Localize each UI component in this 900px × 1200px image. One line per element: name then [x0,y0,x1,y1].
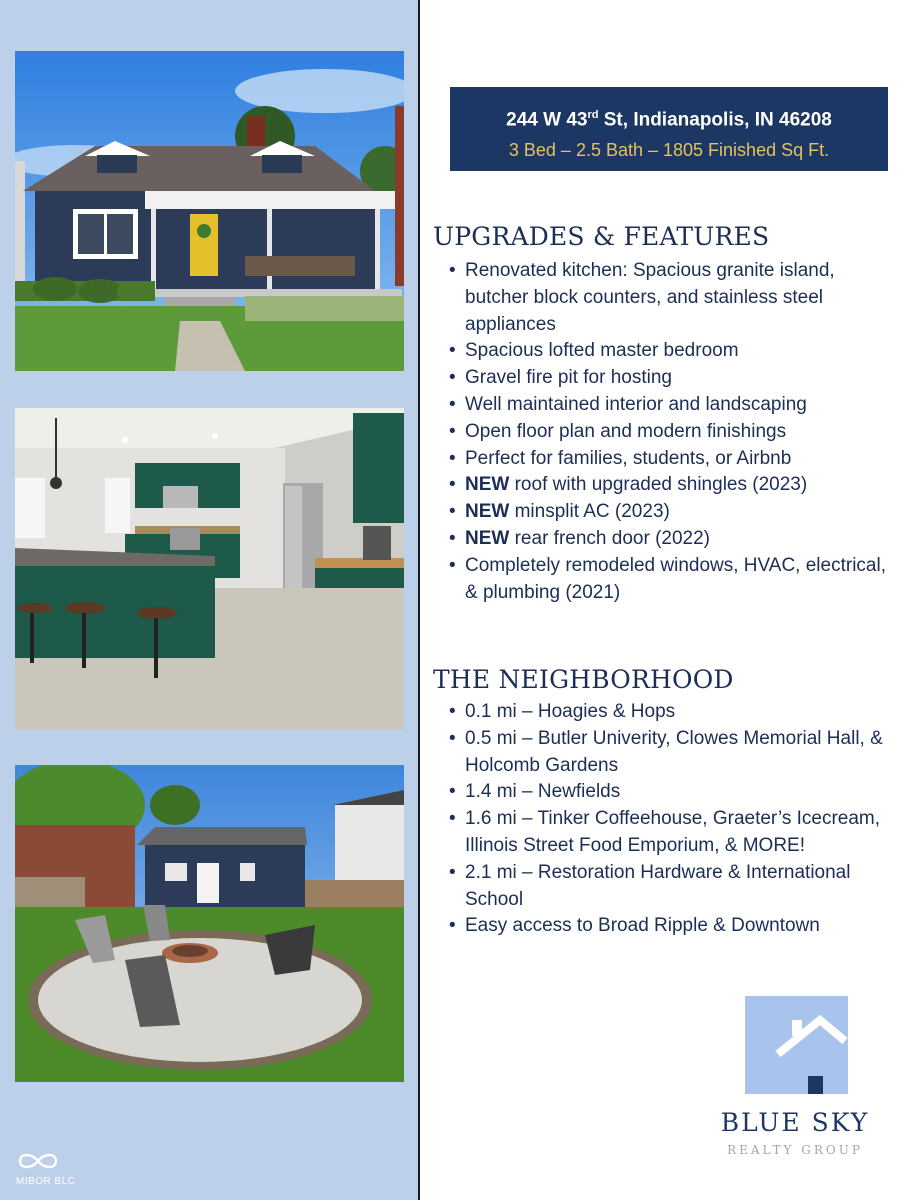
new-tag: NEW [465,527,510,549]
brand-subtitle: REALTY GROUP [727,1143,863,1157]
upgrades-list [449,258,889,606]
neighborhood-item: • 0.1 mi – Hoagies & Hops [449,699,889,726]
upgrade-item-text: rear french door (2022) [509,527,710,549]
upgrade-item [449,472,889,499]
photo-house-exterior[interactable] [15,51,404,371]
upgrade-item-text: Open floor plan and modern finishings [465,420,787,442]
infinity-icon [16,1152,60,1170]
upgrades-heading: UPGRADES & FEATURES [433,222,770,251]
house-roof-icon [745,996,848,1094]
address-ordinal-suffix: rd [587,109,599,121]
neighborhood-item: • 1.4 mi – Newfields [449,779,889,806]
mibor-label: MIBOR BLC [16,1176,76,1187]
neighborhood-item: • Easy access to Broad Ripple & Downtown [449,913,889,940]
property-address [450,102,888,133]
upgrade-item-text: Renovated kitchen: Spacious granite island, butcher block counters, and stainless steel appliances [465,260,835,335]
upgrade-item-text: Well maintained interior and landscaping [465,393,807,415]
kitchen-illustration [15,408,404,729]
photo-backyard[interactable] [15,765,404,1082]
neighborhood-item: • 1.6 mi – Tinker Coffeehouse, Graeter’s Icecream, Illinois Street Food Emporium, & MORE! [449,806,889,860]
upgrade-item [449,419,889,446]
blue-sky-logo [700,996,890,1166]
upgrade-item [449,553,889,607]
upgrade-item-text: Completely remodeled windows, HVAC, electrical, & plumbing (2021) [465,554,886,603]
upgrade-item-text: Perfect for families, students, or Airbnb [465,447,792,469]
property-specs: 3 Bed – 2.5 Bath – 1805 Finished Sq Ft. [508,140,830,161]
upgrade-item [449,446,889,473]
upgrade-item-text: minsplit AC (2023) [509,501,670,523]
upgrade-item [449,338,889,365]
upgrade-item-text: Spacious lofted master bedroom [465,340,739,362]
upgrade-item-text: Gravel fire pit for hosting [465,367,672,389]
photo-kitchen[interactable] [15,408,404,729]
logo-mark [745,996,848,1094]
house-exterior-illustration [15,51,404,371]
backyard-illustration [15,765,404,1082]
brand-name: BLUE SKY [720,1108,870,1137]
upgrade-item [449,392,889,419]
upgrade-item [449,365,889,392]
new-tag: NEW [465,501,510,523]
mibor-blc-mark [16,1152,86,1187]
upgrade-item [449,499,889,526]
neighborhood-item: • 2.1 mi – Restoration Hardware & International School [449,860,889,914]
address-city-state: St, Indianapolis, IN 46208 [598,109,832,131]
listing-header [450,87,888,171]
upgrade-item-text: roof with upgraded shingles (2023) [509,474,808,496]
neighborhood-item: • 0.5 mi – Butler Univerity, Clowes Memorial Hall, & Holcomb Gardens [449,726,889,780]
column-divider [418,0,420,1200]
neighborhood-heading: THE NEIGHBORHOOD [433,665,734,694]
neighborhood-list [449,699,889,940]
upgrade-item [449,258,889,338]
address-street-number: 244 W 43 [506,109,588,131]
new-tag: NEW [465,474,510,496]
upgrade-item [449,526,889,553]
